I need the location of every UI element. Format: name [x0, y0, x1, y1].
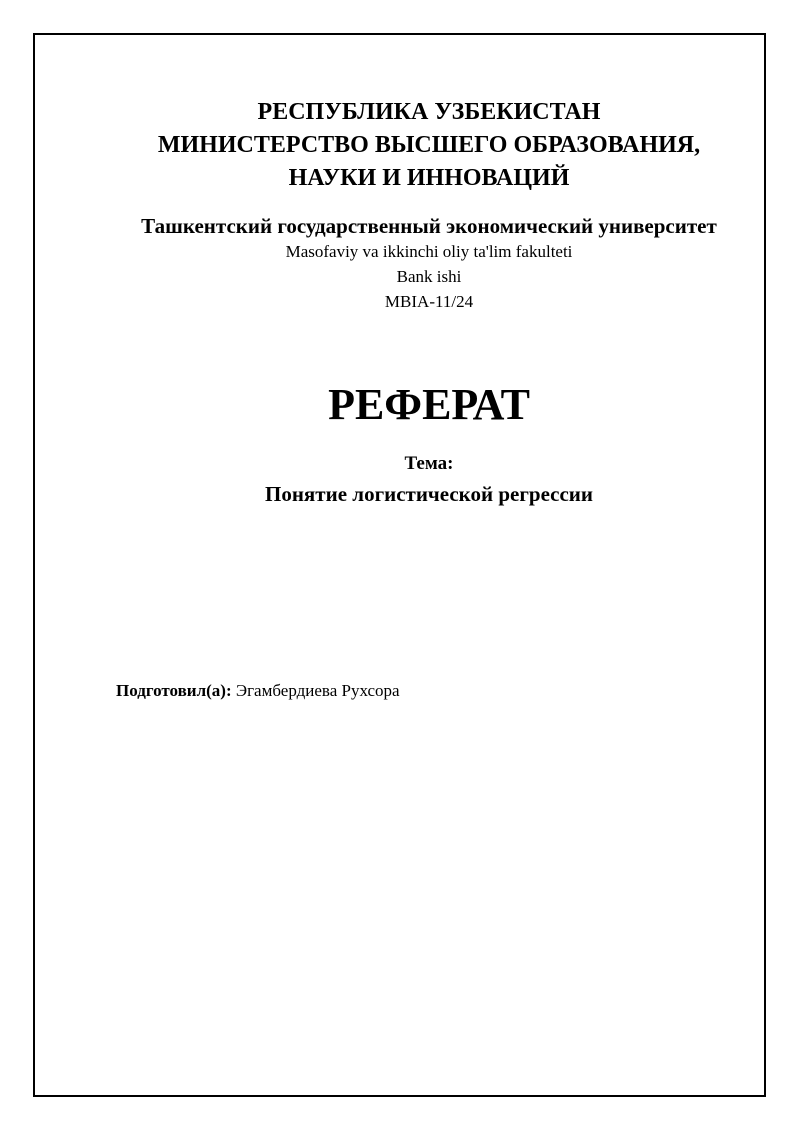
university-name: Ташкентский государственный экономический университет — [141, 214, 717, 238]
author-name: Эгамбердиева Рухсора — [235, 681, 400, 700]
department-name: Bank ishi — [396, 267, 462, 286]
author-line — [116, 679, 400, 703]
author-label: Подготовил(а): — [116, 681, 232, 700]
header-block — [0, 96, 800, 195]
faculty-name: Masofaviy va ikkinchi oliy ta'lim fakulteti — [285, 242, 573, 261]
ministry-title-line2: НАУКИ И ИННОВАЦИЙ — [288, 165, 570, 191]
ministry-title-line1: МИНИСТЕРСТВО ВЫСШЕГО ОБРАЗОВАНИЯ, — [157, 132, 701, 158]
group-code: MBIA-11/24 — [384, 292, 474, 311]
topic-label: Тема: — [404, 453, 454, 474]
country-title: РЕСПУБЛИКА УЗБЕКИСТАН — [257, 99, 601, 125]
topic-title: Понятие логистической регрессии — [265, 482, 593, 506]
document-type: РЕФЕРАТ — [328, 380, 530, 429]
